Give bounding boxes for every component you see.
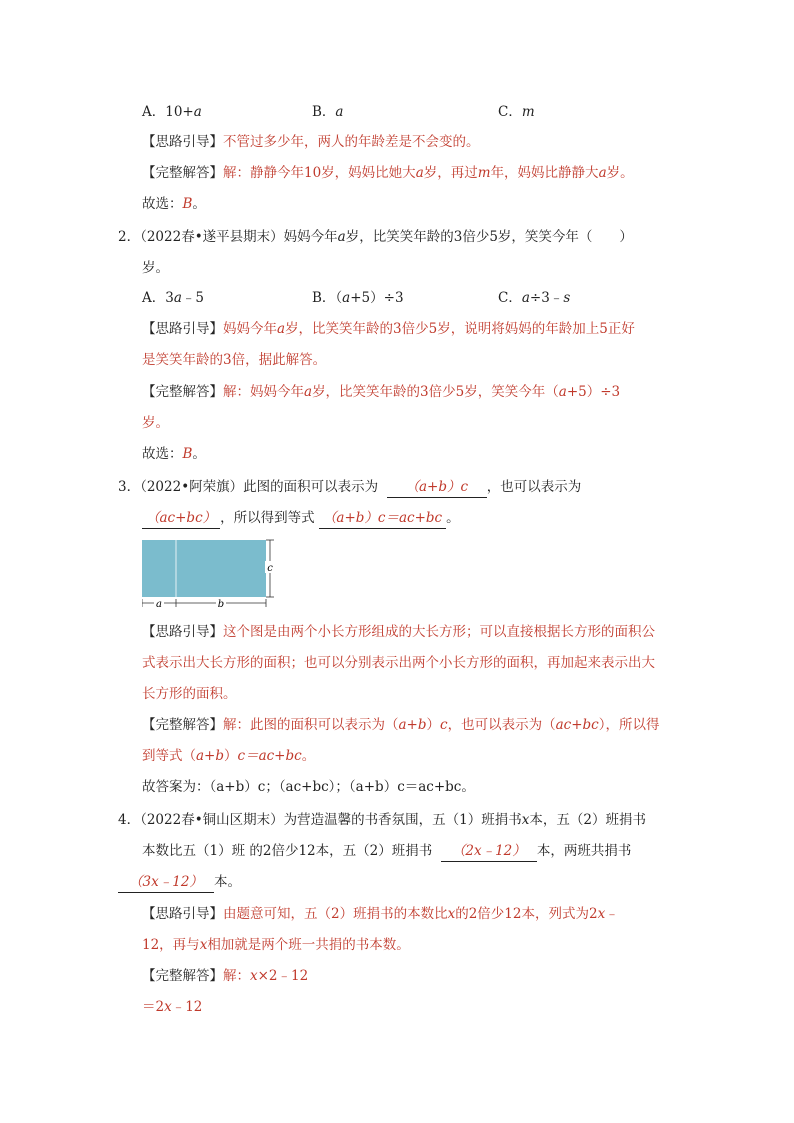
q3-stem: 3．（2022•阿荣旗）此图的面积可以表示为 （a+b）c ，也可以表示为 (118, 477, 581, 498)
label-a: a (156, 599, 162, 610)
q3-blank-3: （a+b）c＝ac+bc (319, 508, 446, 529)
label-b: b (217, 599, 225, 610)
q2-hint-cont: 是笑笑年龄的3倍，据此解答。 (142, 352, 327, 368)
q4-answer-step: ＝2x﹣12 (142, 999, 203, 1015)
q3-blank-2: （ac+bc） (142, 508, 220, 529)
big-rectangle (142, 540, 266, 597)
q2-stem-cont: 岁。 (142, 260, 169, 276)
q4-blank-1: （2x﹣12） (441, 841, 537, 862)
q2-option-b: B．（a+5）÷3 (312, 290, 404, 306)
q3-blank-1: （a+b）c (387, 477, 487, 498)
q1-option-a: A．10+a (142, 104, 202, 120)
q1-answer: 【完整解答】解：静静今年10岁，妈妈比她大a岁，再过m年，妈妈比静静大a岁。 (142, 165, 634, 181)
q2-answer-cont: 岁。 (142, 415, 169, 431)
q2-answer: 【完整解答】解：妈妈今年a岁，比笑笑年龄的3倍少5岁，笑笑今年（a+5）÷3 (142, 384, 621, 400)
q3-final-answer: 故答案为：（a+b）c；（ac+bc）；（a+b）c＝ac+bc。 (142, 779, 475, 795)
q4-answer: 【完整解答】解：x×2﹣12 (142, 968, 309, 984)
q1-hint: 【思路引导】不管过多少年，两人的年龄差是不会变的。 (142, 134, 480, 150)
q4-hint-cont: 12，再与x相加就是两个班一共捐的书本数。 (142, 937, 410, 953)
q4-stem: 4．（2022春•铜山区期末）为营造温馨的书香氛围，五（1）班捐书x本，五（2）班捐书 (118, 812, 646, 828)
q1-option-c: C．m (498, 104, 535, 120)
q3-answer-cont: 到等式（a+b）c＝ac+bc。 (142, 748, 316, 764)
rectangle-figure (142, 538, 274, 610)
q3-answer: 【完整解答】解：此图的面积可以表示为（a+b）c，也可以表示为（ac+bc），所以得 (142, 717, 660, 733)
q3-hint-cont1: 式表示出大长方形的面积；也可以分别表示出两个小长方形的面积，再加起来表示出大 (142, 655, 655, 671)
q4-stem-cont: 本数比五（1）班 的2倍少12本，五（2）班捐书 （2x﹣12） 本，两班共捐书 (142, 841, 631, 862)
q1-choice: 故选：B。 (142, 196, 206, 212)
q3-hint-cont2: 长方形的面积。 (142, 686, 237, 702)
q3-stem-cont: （ac+bc） ，所以得到等式 （a+b）c＝ac+bc 。 (142, 508, 460, 529)
q2-option-c: C．a÷3﹣s (498, 290, 571, 306)
q2-option-a: A．3a﹣5 (142, 290, 204, 306)
q2-choice: 故选：B。 (142, 446, 206, 462)
q4-stem-cont2: （3x﹣12） 本。 (118, 872, 241, 893)
q4-hint: 【思路引导】由题意可知，五（2）班捐书的本数比x的2倍少12本，列式为2x﹣ (142, 906, 619, 922)
q3-hint: 【思路引导】这个图是由两个小长方形组成的大长方形；可以直接根据长方形的面积公 (142, 624, 655, 640)
q2-stem: 2．（2022春•遂平县期末）妈妈今年a岁，比笑笑年龄的3倍少5岁，笑笑今年（ ） (118, 229, 633, 245)
q2-hint: 【思路引导】妈妈今年a岁，比笑笑年龄的3倍少5岁，说明将妈妈的年龄加上5正好 (142, 321, 635, 337)
q1-option-b: B．a (312, 104, 344, 120)
label-c: c (267, 563, 273, 574)
q4-blank-2: （3x﹣12） (118, 872, 214, 893)
